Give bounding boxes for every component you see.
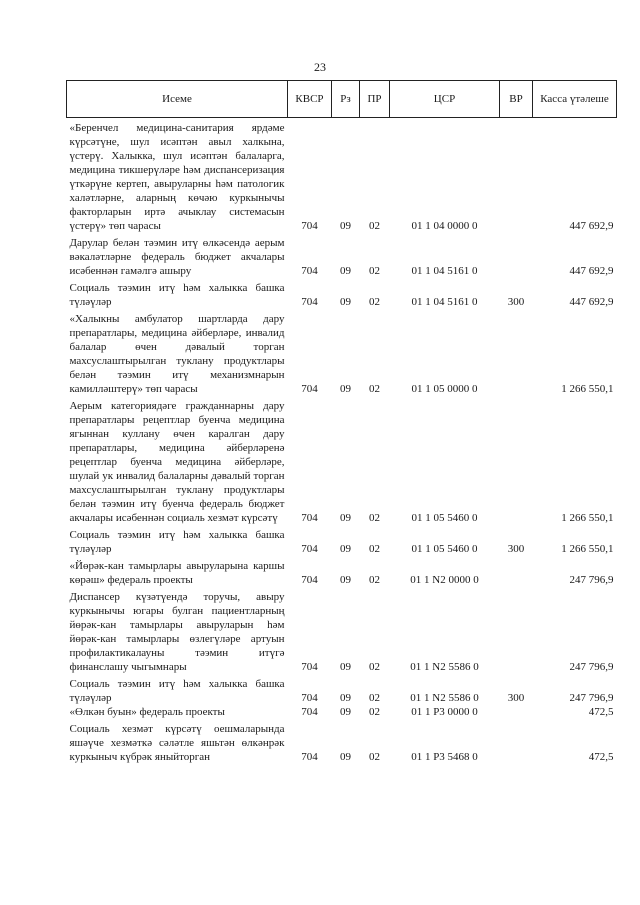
table-body — [67, 118, 617, 765]
row-name: Диспансер күзәтүендә торучы, авыру куркынычы югары булган пациентларның йөрәк-кан тамырлары авыруларын һәм йөрәк-кан тамырлары өзлегүләре артуын профилактикалауны тәэмин итүгә финанслашу чыгымнары — [69, 591, 285, 673]
row-pr: 02 — [369, 574, 380, 586]
row-rz: 09 — [340, 751, 351, 763]
row-rz: 09 — [340, 543, 351, 555]
table-row — [67, 719, 617, 764]
row-kassa: 247 796,9 — [569, 661, 614, 673]
header-name: Исеме — [67, 81, 288, 118]
row-kassa: 472,5 — [588, 706, 614, 718]
row-kassa: 472,5 — [588, 751, 614, 763]
row-kvsr: 704 — [301, 265, 318, 277]
row-vr — [500, 118, 533, 234]
row-csr: 01 1 04 5161 0 — [411, 265, 478, 277]
row-rz: 09 — [340, 296, 351, 308]
row-name: «Йөрәк-кан тамырлары авыруларына каршы көрәш» федераль проекты — [69, 560, 285, 586]
row-vr — [500, 587, 533, 674]
row-pr: 02 — [369, 543, 380, 555]
table-row — [67, 556, 617, 587]
row-rz: 09 — [340, 706, 351, 718]
row-kvsr: 704 — [301, 512, 318, 524]
row-kassa: 1 266 550,1 — [561, 512, 614, 524]
header-pr: ПР — [360, 81, 390, 118]
row-pr: 02 — [369, 296, 380, 308]
table-row — [67, 396, 617, 525]
row-csr: 01 1 N2 5586 0 — [410, 661, 479, 673]
row-name: Социаль тәэмин итү һәм халыкка башка түләүләр — [69, 529, 285, 555]
row-name: Социаль хезмәт күрсәтү оешмаларында яшәүче хезмәткә сәләтле яшьтән өлкәнрәк куркыныч күбрәк яныйторган — [69, 723, 285, 763]
row-csr: 01 1 04 5161 0 — [411, 296, 478, 308]
row-kassa: 247 796,9 — [569, 574, 614, 586]
row-rz: 09 — [340, 265, 351, 277]
row-kassa: 1 266 550,1 — [561, 543, 614, 555]
row-kassa: 447 692,9 — [569, 296, 614, 308]
table-row — [67, 233, 617, 278]
row-kvsr: 704 — [301, 543, 318, 555]
row-csr: 01 1 N2 0000 0 — [410, 574, 479, 586]
row-pr: 02 — [369, 661, 380, 673]
row-vr: 300 — [507, 543, 525, 555]
row-rz: 09 — [340, 574, 351, 586]
budget-table — [66, 80, 617, 764]
row-rz: 09 — [340, 661, 351, 673]
table-row — [67, 525, 617, 556]
row-kassa: 447 692,9 — [569, 265, 614, 277]
row-pr: 02 — [369, 692, 380, 704]
table-header-row — [67, 81, 617, 118]
table-row — [67, 587, 617, 674]
row-kvsr: 704 — [301, 692, 318, 704]
row-kassa: 1 266 550,1 — [561, 383, 614, 395]
row-name: Дарулар белән тәэмин итү өлкәсендә аерым вәкаләтләрне федераль бюджет акчалары исәбеннән гамәлгә ашыру — [69, 237, 285, 277]
row-kvsr: 704 — [301, 751, 318, 763]
row-pr: 02 — [369, 383, 380, 395]
row-pr: 02 — [369, 220, 380, 232]
page-number: 23 — [314, 60, 326, 74]
row-name: Социаль тәэмин итү һәм халыкка башка түләүләр — [69, 678, 285, 704]
row-kvsr: 704 — [301, 661, 318, 673]
row-pr: 02 — [369, 706, 380, 718]
table-row — [67, 278, 617, 309]
row-rz: 09 — [340, 692, 351, 704]
row-kassa: 247 796,9 — [569, 692, 614, 704]
header-kvsr: КВСР — [288, 81, 332, 118]
row-vr: 300 — [507, 692, 525, 704]
row-csr: 01 1 05 5460 0 — [411, 543, 478, 555]
row-kvsr: 704 — [301, 296, 318, 308]
row-vr — [500, 233, 533, 278]
table-row — [67, 118, 617, 234]
table-row — [67, 309, 617, 396]
row-csr: 01 1 P3 5468 0 — [411, 751, 478, 763]
row-csr: 01 1 P3 0000 0 — [411, 706, 478, 718]
header-vr: ВР — [500, 81, 533, 118]
row-rz: 09 — [340, 383, 351, 395]
header-csr: ЦСР — [390, 81, 500, 118]
row-pr: 02 — [369, 751, 380, 763]
row-name: Социаль тәэмин итү һәм халыкка башка түләүләр — [69, 282, 285, 308]
row-kvsr: 704 — [301, 574, 318, 586]
row-csr: 01 1 05 0000 0 — [411, 383, 478, 395]
row-kvsr: 704 — [301, 706, 318, 718]
table-row — [67, 674, 617, 705]
row-csr: 01 1 04 0000 0 — [411, 220, 478, 232]
row-vr — [500, 396, 533, 525]
row-name: «Өлкән буын» федераль проекты — [69, 706, 225, 718]
row-csr: 01 1 05 5460 0 — [411, 512, 478, 524]
row-rz: 09 — [340, 512, 351, 524]
header-kassa: Касса үтәлеше — [533, 81, 617, 118]
header-rz: Рз — [332, 81, 360, 118]
row-vr: 300 — [507, 296, 525, 308]
row-csr: 01 1 N2 5586 0 — [410, 692, 479, 704]
row-name: «Беренчел медицина-санитария ярдәме күрсәтүне, шул исәптән авыл халкына, үстерү. Халыкка, шул исәптән балаларга, медицина тикшерүләре һәм диспансеризация үткәрүне кертеп, авыруларны һәм патологик халәтләрне, аларның көчәю куркынычы факторларын иртә ачыклау системасын үстерү» төп чарасы — [69, 122, 285, 232]
row-vr — [500, 705, 533, 719]
row-pr: 02 — [369, 512, 380, 524]
table-row — [67, 705, 617, 719]
row-vr — [500, 556, 533, 587]
row-rz: 09 — [340, 220, 351, 232]
row-vr — [500, 719, 533, 764]
row-kvsr: 704 — [301, 220, 318, 232]
row-kassa: 447 692,9 — [569, 220, 614, 232]
row-name: «Халыкны амбулатор шартларда дару препаратлары, медицина әйберләре, инвалид балалар өчен дәвалый торган махсуслаштырылган туклану продуктлары белән тәэмин итү механизмнарын камилләштерү» төп чарасы — [69, 313, 285, 395]
row-kvsr: 704 — [301, 383, 318, 395]
row-name: Аерым категориядәге гражданнарны дару препаратлары рецептлар буенча медицина ягыннан куллану өчен каралган дару препаратлары, медицина әйберләренә рецептлар буенча медицина әйберләре, шулай ук инвалид балаларны дәвалый торган махсуслаштырылган туклану продуктлары белән тәэмин итү буенча федераль бюджет акчалары исәбеннән социаль хезмәт күрсәтү — [69, 400, 285, 524]
row-vr — [500, 309, 533, 396]
row-pr: 02 — [369, 265, 380, 277]
